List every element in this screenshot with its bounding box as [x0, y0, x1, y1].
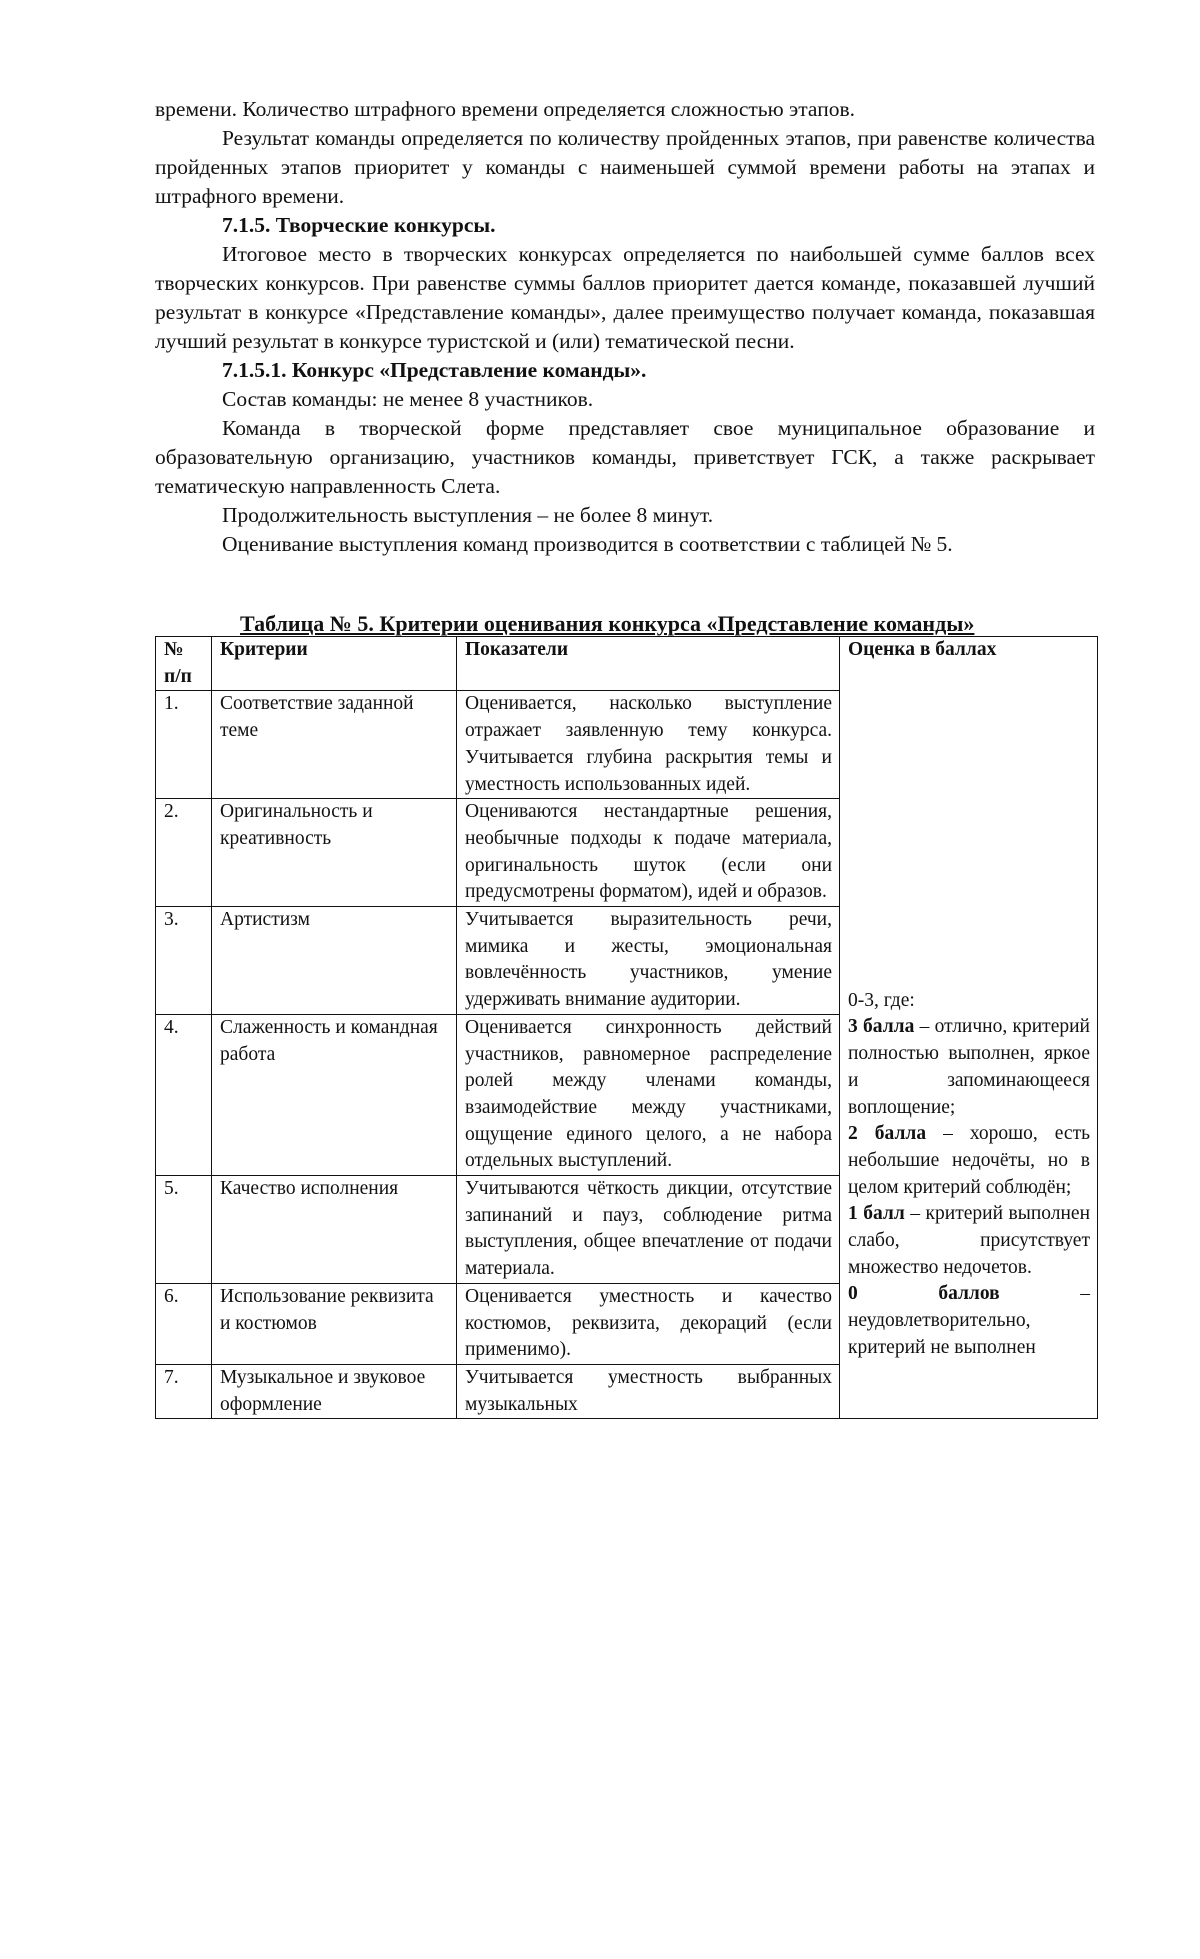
score-level-text: – хорошо, есть небольшие недочёты, но в целом критерий соблюдён;	[848, 1123, 1090, 1198]
score-range: 0-3, где:	[848, 989, 915, 1011]
score-level-label: 2 балла	[848, 1123, 927, 1145]
row-indicators: Оценивается, насколько выступление отражает заявленную тему конкурса. Учитывается глубина раскрытия темы и уместность использованных идей.	[457, 691, 840, 799]
row-indicators: Оцениваются нестандартные решения, необычные подходы к подаче материала, оригинальность шуток (если они предусмотрены форматом), идей и образов.	[457, 799, 840, 907]
row-indicators: Учитываются чёткость дикции, отсутствие запинаний и пауз, соблюдение ритма выступления, общее впечатление от подачи материала.	[457, 1176, 840, 1284]
score-level-text: – неудовлетворительно, критерий не выполнен	[848, 1283, 1090, 1358]
paragraph: времени. Количество штрафного времени определяется сложностью этапов.	[155, 97, 855, 121]
score-scale-cell	[840, 691, 1098, 1419]
row-criterion: Качество исполнения	[212, 1176, 457, 1284]
score-level	[848, 1121, 1090, 1201]
row-num: 5.	[156, 1176, 212, 1284]
row-criterion: Артистизм	[212, 907, 457, 1015]
criteria-table	[155, 636, 1098, 1419]
score-level	[848, 1201, 1090, 1281]
header-num: № п/п	[156, 637, 212, 691]
row-num: 6.	[156, 1283, 212, 1364]
row-indicators: Учитывается уместность выбранных музыкальных	[457, 1364, 840, 1418]
row-num: 4.	[156, 1014, 212, 1175]
score-level-label: 3 балла	[848, 1016, 915, 1038]
header-indicators: Показатели	[457, 637, 840, 691]
row-num: 3.	[156, 907, 212, 1015]
row-indicators: Учитывается выразительность речи, мимика и жесты, эмоциональная вовлечённость участников, умение удерживать внимание аудитории.	[457, 907, 840, 1015]
paragraph: Оценивание выступления команд производится в соответствии с таблицей № 5.	[222, 532, 953, 556]
table-row	[156, 691, 1098, 799]
score-level-label: 0 баллов	[848, 1283, 1000, 1305]
row-criterion: Оригинальность и креативность	[212, 799, 457, 907]
table-caption: Таблица № 5. Критерии оценивания конкурса «Представление команды»	[240, 611, 975, 636]
score-level-text: – отлично, критерий полностью выполнен, яркое и запоминающееся воплощение;	[848, 1016, 1090, 1118]
body-text	[155, 95, 1095, 559]
row-num: 2.	[156, 799, 212, 907]
section-heading: 7.1.5. Творческие конкурсы.	[222, 213, 496, 237]
paragraph: Результат команды определяется по количеству пройденных этапов, при равенстве количества пройденных этапов приоритет у команды с наименьшей суммой времени работы на этапах и штрафного времени.	[155, 126, 1095, 208]
score-level-label: 1 балл	[848, 1203, 905, 1225]
row-criterion: Слаженность и командная работа	[212, 1014, 457, 1175]
subsection-heading: 7.1.5.1. Конкурс «Представление команды».	[222, 358, 647, 382]
header-score: Оценка в баллах	[840, 637, 1098, 691]
header-criterion: Критерии	[212, 637, 457, 691]
row-indicators: Оценивается синхронность действий участников, равномерное распределение ролей между членами команды, взаимодействие между участниками, ощущение единого целого, а не набора отдельных выступлений.	[457, 1014, 840, 1175]
row-criterion: Соответствие заданной теме	[212, 691, 457, 799]
paragraph: Итоговое место в творческих конкурсах определяется по наибольшей сумме баллов всех творческих конкурсов. При равенстве суммы баллов приоритет дается команде, показавшей лучший результат в конкурсе «Представление команды», далее преимущество получает команда, показавшая лучший результат в конкурсе туристской и (или) тематической песни.	[155, 242, 1095, 353]
paragraph: Продолжительность выступления – не более 8 минут.	[222, 503, 714, 527]
paragraph: Команда в творческой форме представляет свое муниципальное образование и образовательную организацию, участников команды, приветствует ГСК, а также раскрывает тематическую направленность Слета.	[155, 416, 1095, 498]
paragraph: Состав команды: не менее 8 участников.	[222, 387, 594, 411]
table-header-row	[156, 637, 1098, 691]
row-indicators: Оценивается уместность и качество костюмов, реквизита, декораций (если применимо).	[457, 1283, 840, 1364]
row-criterion: Музыкальное и звуковое оформление	[212, 1364, 457, 1418]
score-level	[848, 1014, 1090, 1121]
score-level-text: – критерий выполнен слабо, присутствует множество недочетов.	[848, 1203, 1091, 1278]
row-num: 1.	[156, 691, 212, 799]
row-num: 7.	[156, 1364, 212, 1418]
score-level	[848, 1281, 1090, 1361]
row-criterion: Использование реквизита и костюмов	[212, 1283, 457, 1364]
